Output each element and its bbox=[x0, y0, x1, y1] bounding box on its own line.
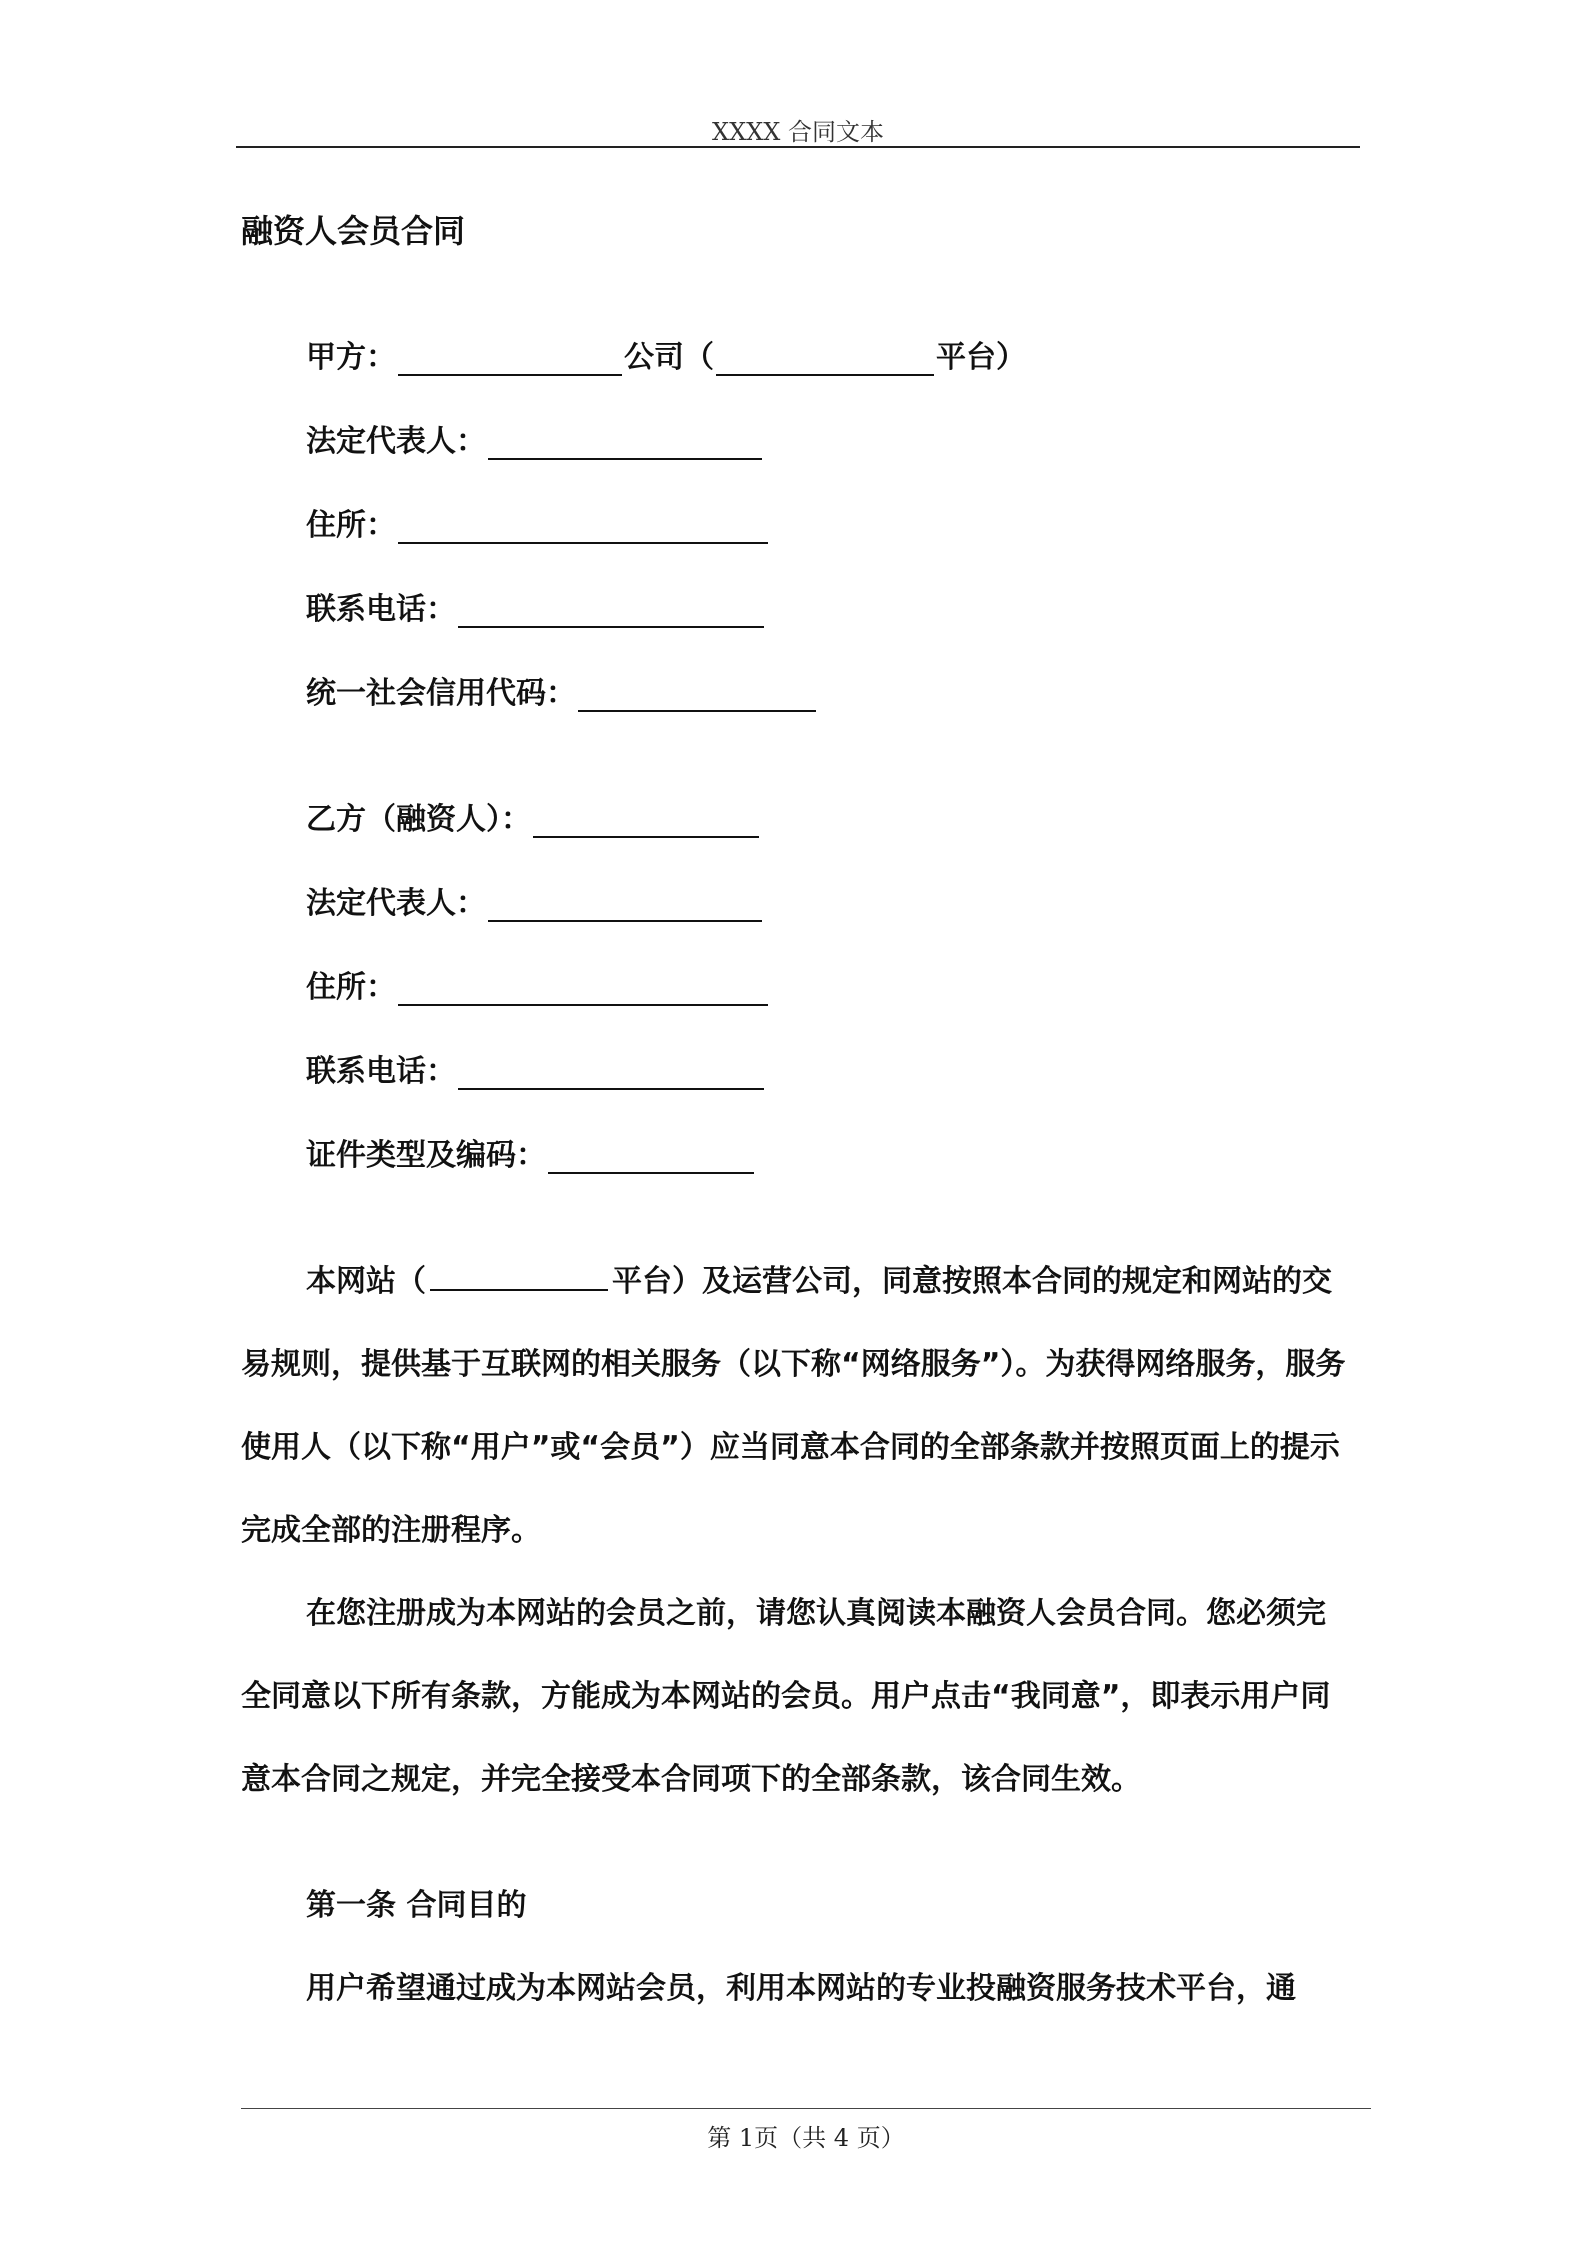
section-1-paragraph bbox=[241, 1947, 1353, 2030]
party-b-id-label: 证件类型及编码： bbox=[306, 1138, 546, 1173]
party-a-platform-blank[interactable] bbox=[716, 340, 934, 376]
party-b-phone-row bbox=[306, 1046, 766, 1090]
party-b-label: 乙方（融资人）： bbox=[306, 802, 531, 837]
party-b-address-label: 住所： bbox=[306, 970, 396, 1005]
document-title: 融资人会员合同 bbox=[241, 212, 466, 250]
party-b-address-row bbox=[306, 962, 770, 1006]
party-a-address-blank[interactable] bbox=[398, 508, 768, 544]
party-a-phone-blank[interactable] bbox=[458, 592, 764, 628]
party-b-id-row bbox=[306, 1130, 756, 1174]
party-b-legal-rep-label: 法定代表人： bbox=[306, 886, 486, 921]
party-a-row bbox=[306, 332, 1026, 376]
notice-paragraph bbox=[241, 1572, 1353, 1821]
page-number: 第 1页（共 4 页） bbox=[707, 2124, 905, 2152]
party-a-phone-label: 联系电话： bbox=[306, 592, 456, 627]
intro-prefix: 本网站（ bbox=[306, 1264, 426, 1299]
party-a-company-suffix: 公司（ bbox=[624, 340, 714, 375]
party-a-platform-suffix: 平台） bbox=[936, 340, 1026, 375]
party-b-name-blank[interactable] bbox=[533, 802, 759, 838]
party-a-address-row bbox=[306, 500, 770, 544]
footer-divider bbox=[241, 2108, 1371, 2109]
section-1-text: 用户希望通过成为本网站会员，利用本网站的专业投融资服务技术平台，通 bbox=[306, 1971, 1296, 2006]
party-a-address-label: 住所： bbox=[306, 508, 396, 543]
party-b-phone-label: 联系电话： bbox=[306, 1054, 456, 1089]
party-a-legal-rep-label: 法定代表人： bbox=[306, 424, 486, 459]
section-1-heading: 第一条 合同目的 bbox=[306, 1888, 527, 1923]
platform-name-blank[interactable] bbox=[430, 1255, 608, 1291]
party-b-legal-rep-row bbox=[306, 878, 764, 922]
intro-paragraph bbox=[241, 1240, 1353, 1572]
header-divider bbox=[236, 146, 1360, 148]
intro-text: 平台）及运营公司，同意按照本合同的规定和网站的交易规则，提供基于互联网的相关服务（以下称“网络服务”）。为获得网络服务，服务使用人（以下称“用户”或“会员”）应当同意本合同的全部条款并按照页面上的提示完成全部的注册程序。 bbox=[241, 1264, 1346, 1548]
party-a-label: 甲方： bbox=[306, 340, 396, 375]
party-a-credit-code-blank[interactable] bbox=[578, 676, 816, 712]
party-b-phone-blank[interactable] bbox=[458, 1054, 764, 1090]
party-a-legal-rep-row bbox=[306, 416, 764, 460]
notice-text: 在您注册成为本网站的会员之前，请您认真阅读本融资人会员合同。您必须完全同意以下所有条款，方能成为本网站的会员。用户点击“我同意”，即表示用户同意本合同之规定，并完全接受本合同项下的全部条款，该合同生效。 bbox=[241, 1596, 1331, 1797]
party-a-company-blank[interactable] bbox=[398, 340, 622, 376]
party-a-credit-code-row bbox=[306, 668, 818, 712]
party-a-legal-rep-blank[interactable] bbox=[488, 424, 762, 460]
party-b-address-blank[interactable] bbox=[398, 970, 768, 1006]
party-b-id-blank[interactable] bbox=[548, 1138, 754, 1174]
party-b-row bbox=[306, 794, 761, 838]
party-a-credit-code-label: 统一社会信用代码： bbox=[306, 676, 576, 711]
party-a-phone-row bbox=[306, 584, 766, 628]
party-b-legal-rep-blank[interactable] bbox=[488, 886, 762, 922]
page-header: XXXX 合同文本 bbox=[712, 118, 884, 146]
